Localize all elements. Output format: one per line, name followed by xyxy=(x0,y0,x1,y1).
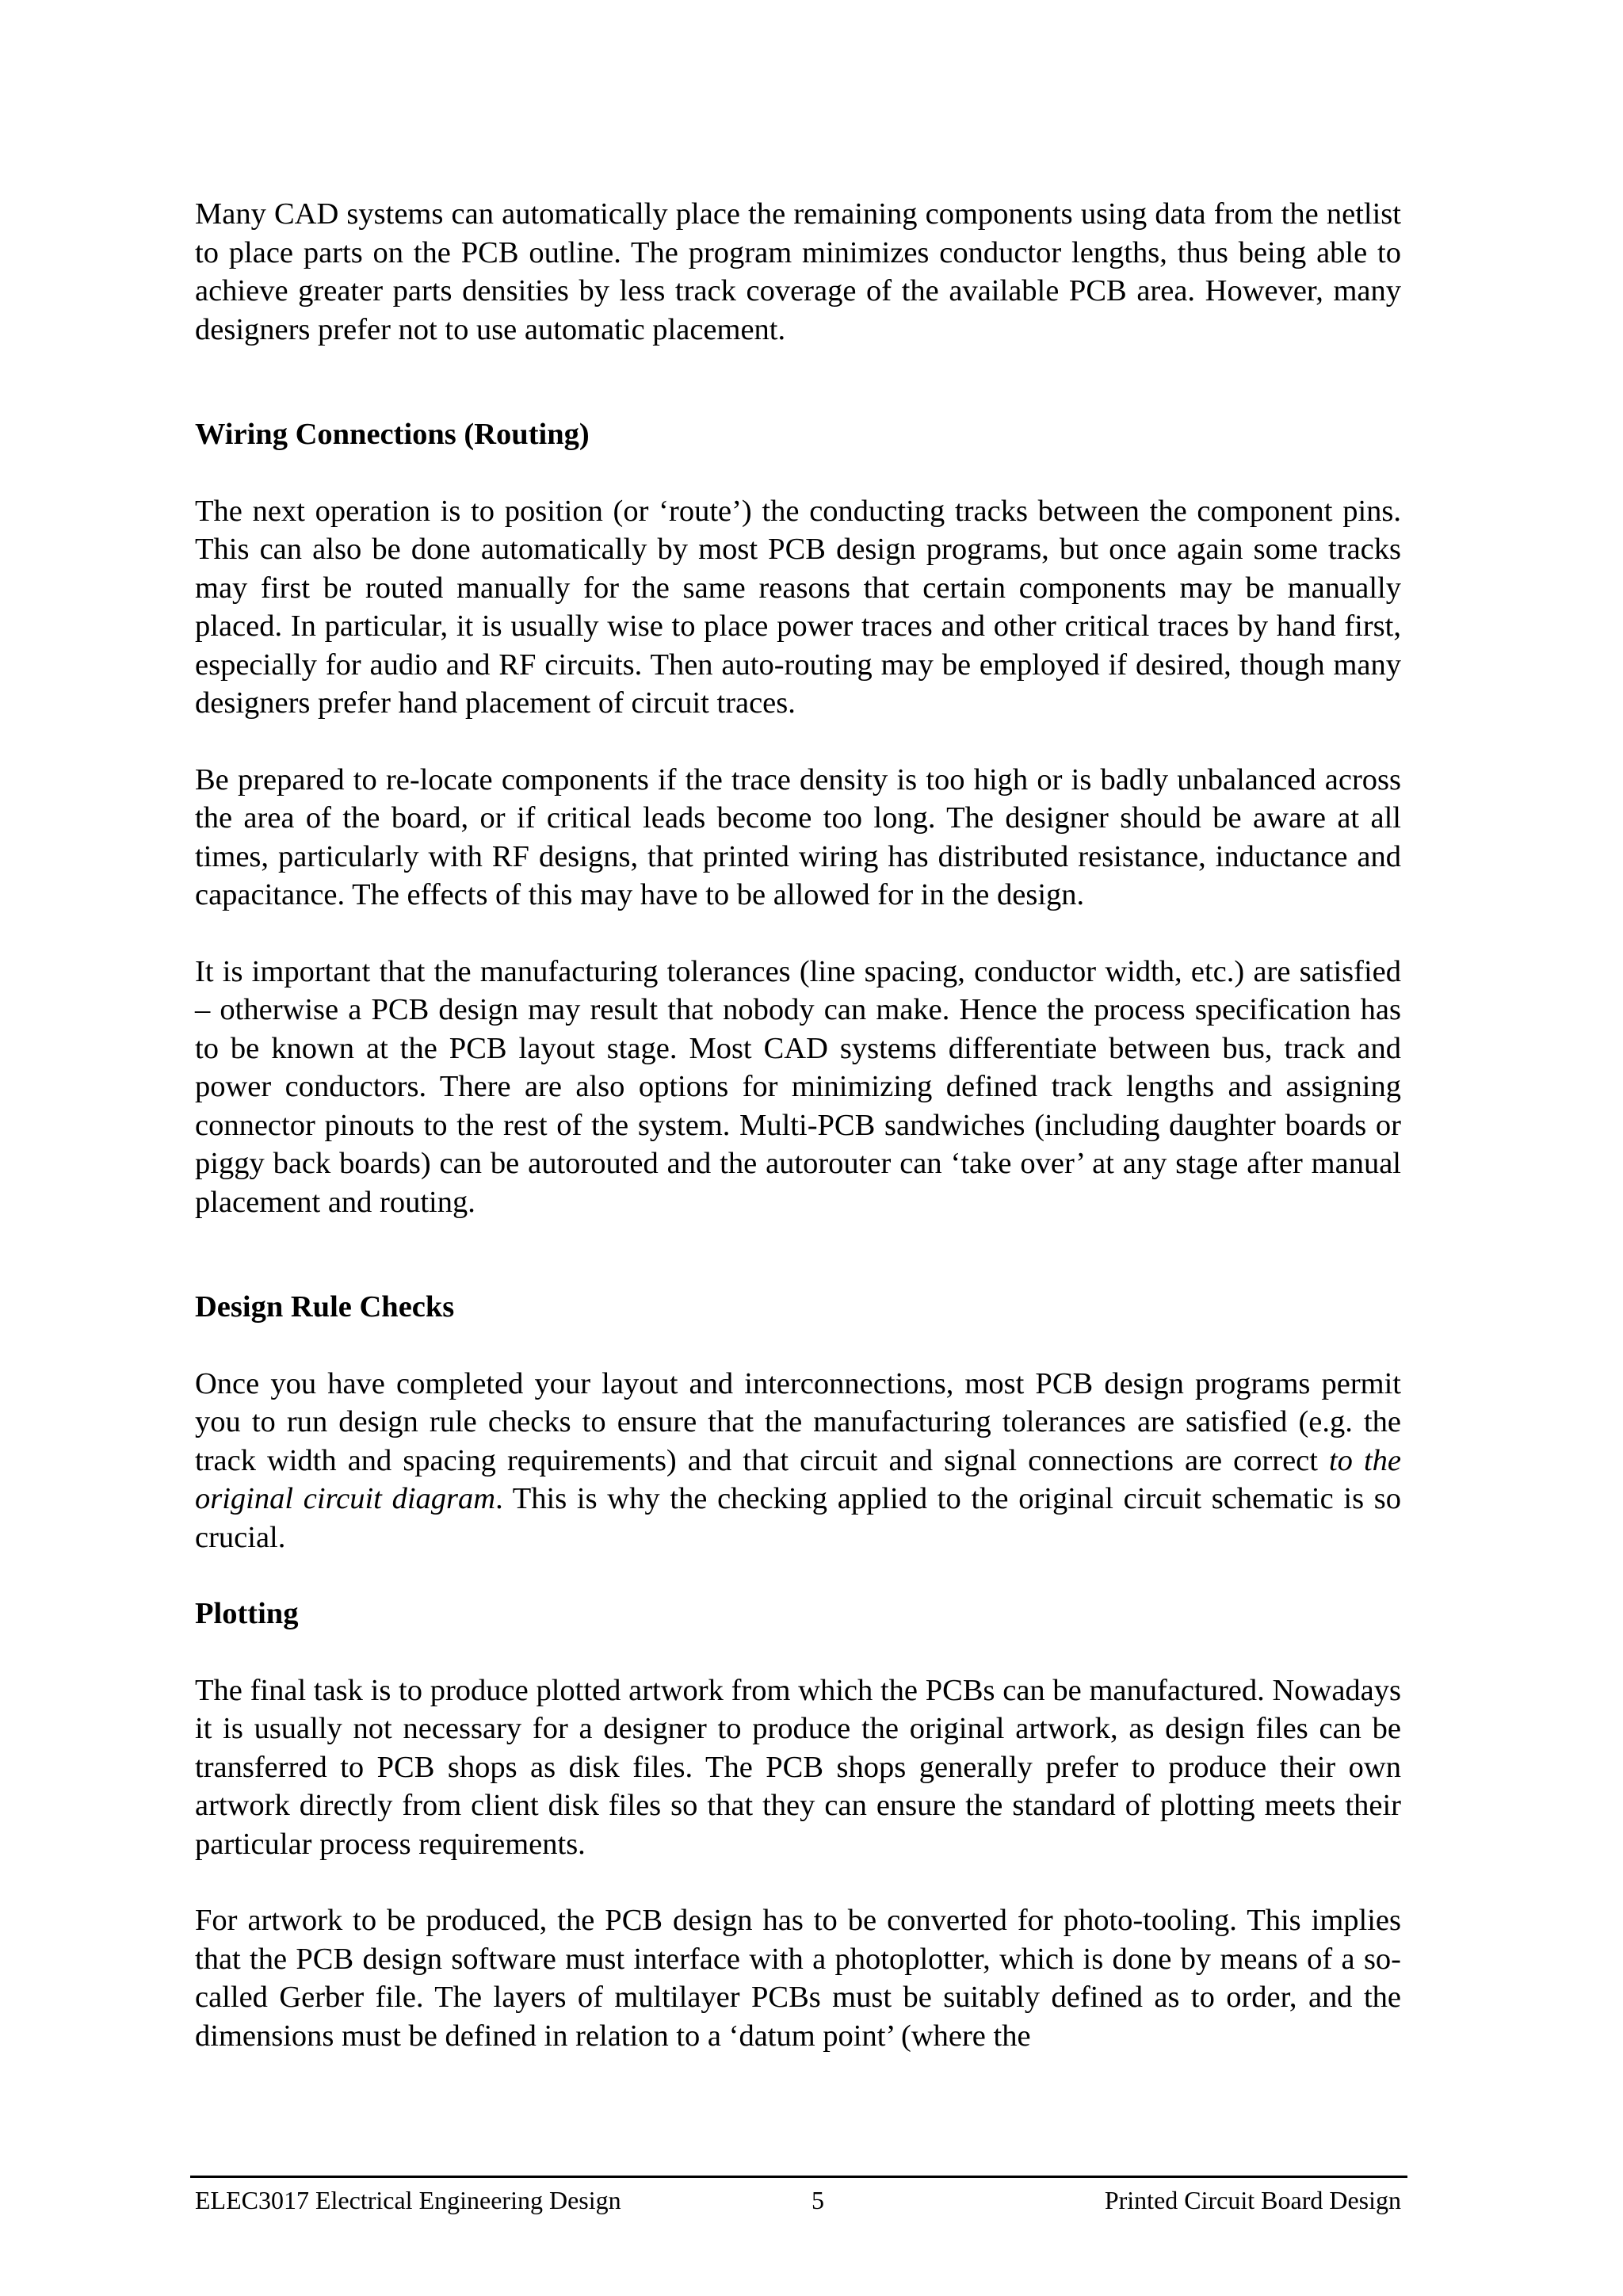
paragraph-relocate-components: Be prepared to re-locate components if the trace density is too high or is badly unbalanced across the area of the board, or if critical leads become too long. The designer should be aware at all times, particularly with RF designs, that printed wiring has distributed resistance, inductance and capacitance. The effects of this may have to be allowed for in the design. xyxy=(195,762,1401,911)
page-footer xyxy=(195,2181,1401,2219)
paragraph-manufacturing-tolerances: It is important that the manufacturing tolerances (line spacing, conductor width, etc.) are satisfied – otherwise a PCB design may result that nobody can make. Hence the process specification has to be known at the PCB layout stage. Most CAD systems differentiate between bus, track and power conductors. There are also options for minimizing defined track lengths and assigning connector pinouts to the rest of the system. Multi-PCB sandwiches (including daughter boards or piggy back boards) can be autorouted and the autorouter can ‘take over’ at any stage after manual placement and routing. xyxy=(195,954,1401,1219)
document-body xyxy=(195,195,1401,2055)
footer-divider xyxy=(190,2176,1407,2178)
paragraph-routing-intro: The next operation is to position (or ‘route’) the conducting tracks between the component pins. This can also be done automatically by most PCB design programs, but once again some tracks may first be routed manually for the same reasons that certain components may be manually placed. In particular, it is usually wise to place power traces and other critical traces by hand first, especially for audio and RF circuits. Then auto-routing may be employed if desired, though many designers prefer hand placement of circuit traces. xyxy=(195,494,1401,720)
footer-course-title: ELEC3017 Electrical Engineering Design xyxy=(195,2186,621,2214)
footer-document-title: Printed Circuit Board Design xyxy=(1104,2186,1401,2214)
drc-text-before: Once you have completed your layout and interconnections, most PCB design programs permit you to run design rule checks to ensure that the manufacturing tolerances are satisfied (e.g. the track width and spacing requirements) and that circuit and signal connections are correct xyxy=(195,1366,1401,1477)
paragraph-photo-tooling: For artwork to be produced, the PCB design has to be converted for photo-tooling. This implies that the PCB design software must interface with a photoplotter, which is done by means of a so-called Gerber file. The layers of multilayer PCBs must be suitably defined as to order, and the dimensions must be defined in relation to a ‘datum point’ (where the xyxy=(195,1904,1401,2053)
heading-wiring-connections: Wiring Connections (Routing) xyxy=(195,418,590,451)
heading-plotting: Plotting xyxy=(195,1597,299,1630)
paragraph-plotted-artwork: The final task is to produce plotted artwork from which the PCBs can be manufactured. Nowadays it is usually not necessary for a designer to produce the original artwork, as design files can be transferred to PCB shops as disk files. The PCB shops generally prefer to produce their own artwork directly from client disk files so that they can ensure the standard of plotting meets their particular process requirements. xyxy=(195,1673,1401,1861)
heading-design-rule-checks: Design Rule Checks xyxy=(195,1290,455,1324)
drc-text-after: . This is why the checking applied to the original circuit schematic is so crucial. xyxy=(195,1482,1402,1554)
drc-italic-phrase: to the original circuit diagram xyxy=(195,1443,1401,1515)
footer-page-number: 5 xyxy=(812,2186,824,2214)
paragraph-auto-placement: Many CAD systems can automatically place the remaining components using data from the netlist to place parts on the PCB outline. The program minimizes conductor lengths, thus being able to achieve greater parts densities by less track coverage of the available PCB area. However, many designers prefer not to use automatic placement. xyxy=(195,197,1401,346)
paragraph-design-rule-checks xyxy=(195,1365,1401,1557)
